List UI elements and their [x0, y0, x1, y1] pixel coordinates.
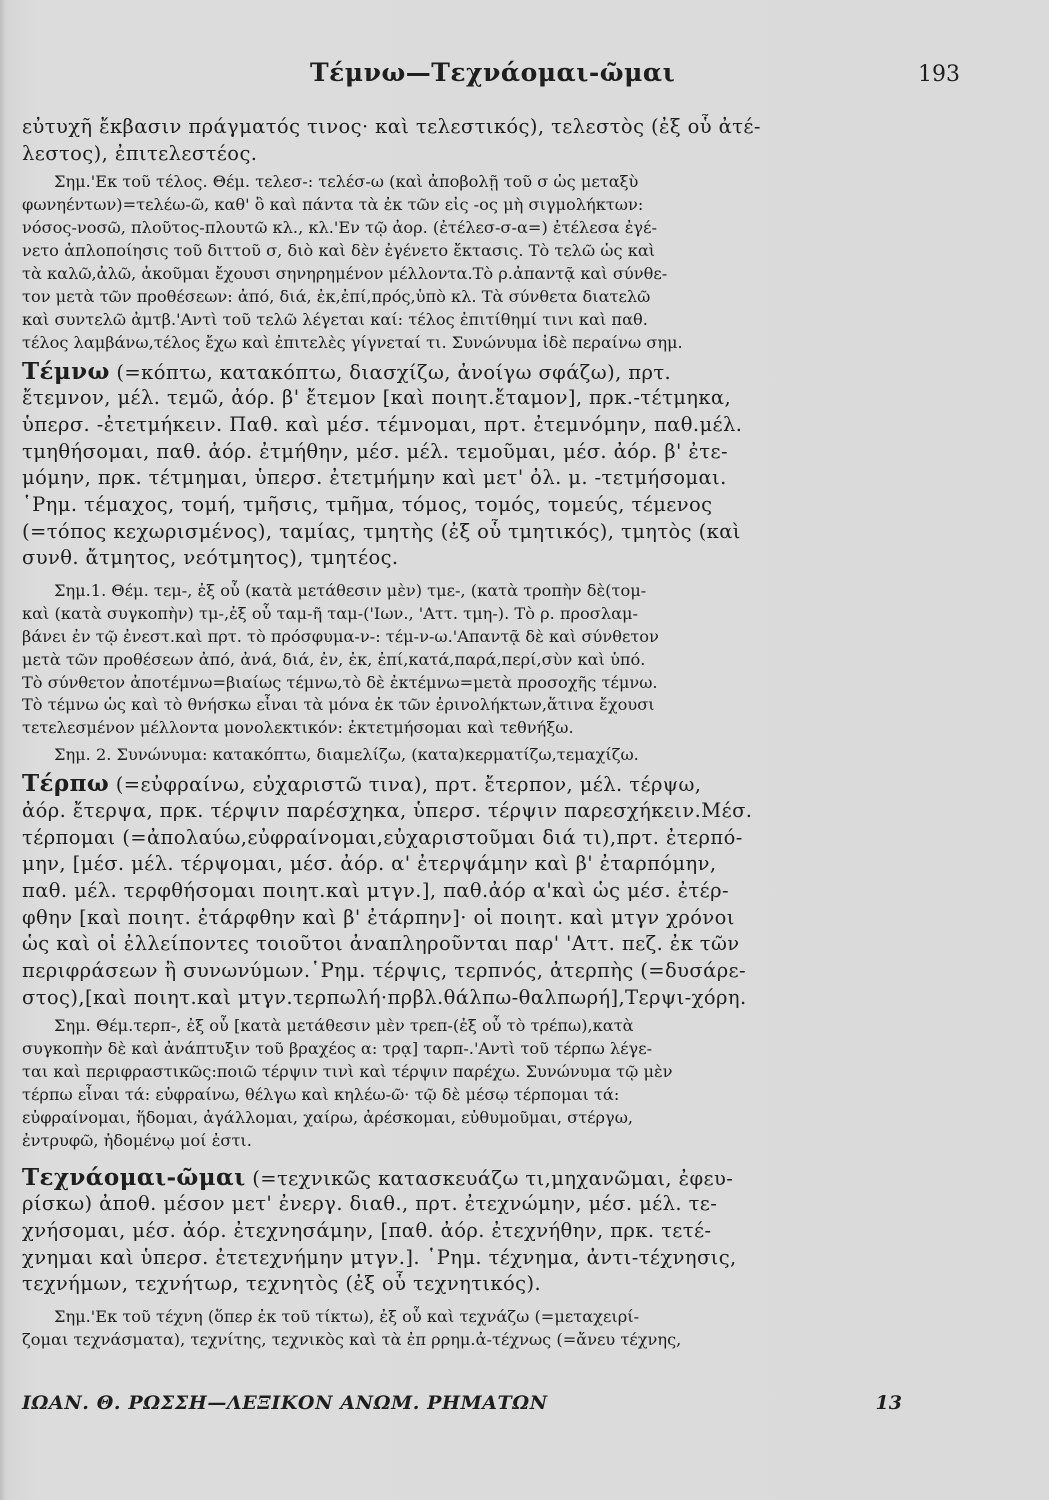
line-text: Σημ. Θέμ.τερπ-, ἐξ οὗ [κατὰ μετάθεσιν μὲν τρεπ-(ἐξ οὗ τὸ τρέπω),κατὰ	[54, 1016, 634, 1036]
text-line	[22, 114, 958, 141]
text-line	[22, 1218, 958, 1245]
line-text: φωνηέντων)=τελέω-ῶ, καθ' ὃ καὶ πάντα τὰ ἐκ τῶν εἰς -ος μὴ σιγμολήκτων:	[22, 195, 644, 215]
line-text: τεχνήμων, τεχνήτωρ, τεχνητὸς (ἐξ οὗ τεχνητικός).	[22, 1272, 542, 1296]
entry-line	[22, 771, 958, 798]
text-line	[22, 851, 958, 878]
line-text: χνήσομαι, μέσ. ἀόρ. ἐτεχνησάμην, [παθ. ἀόρ. ἐτεχνήθην, πρκ. τετέ-	[22, 1219, 712, 1243]
line-text: χνημαι καὶ ὑπερσ. ἐτετεχνήμην μτγν.]. ῾Ρημ. τέχνημα, ἀντι-τέχνησις,	[22, 1245, 737, 1269]
line-text: (=τόπος κεχωρισμένος), ταμίας, τμητὴς (ἐξ οὗ τμητικός), τμητὸς (καὶ	[22, 519, 741, 543]
text-line	[22, 309, 958, 332]
text-line	[22, 194, 958, 217]
line-text: τέρπω εἶναι τά: εὐφραίνω, θέλγω καὶ κηλέω-ῶ· τῷ δὲ μέσῳ τέρπομαι τά:	[22, 1084, 620, 1104]
text-line	[22, 217, 958, 240]
entry-line	[22, 359, 958, 386]
text-line	[22, 1306, 958, 1329]
page-header	[20, 58, 960, 98]
line-text: ἀόρ. ἔτερψα, πρκ. τέρψιν παρέσχηκα, ὑπερσ. τέρψιν παρεσχήκειν.Μέσ.	[22, 798, 753, 822]
line-text: καὶ (κατὰ συγκοπὴν) τμ-,ἐξ οὗ ταμ-ῆ ταμ-('Ιων., 'Αττ. τμη-). Τὸ ρ. προσλαμ-	[22, 603, 639, 623]
text-line	[22, 958, 958, 985]
text-line	[22, 412, 958, 439]
text-line	[22, 694, 958, 717]
line-text: τέλος λαμβάνω,τέλος ἔχω καὶ ἐπιτελὲς γίγνεταί τι. Συνώνυμα ἰδὲ περαίνω σημ.	[22, 332, 683, 352]
line-text: μόμην, πρκ. τέτμημαι, ὑπερσ. ἐτετμήμην καὶ μετ' ὀλ. μ. -τετμήσομαι.	[22, 466, 727, 490]
entry-headword: Τέμνω	[22, 358, 110, 385]
line-text: Σημ.1. Θέμ. τεμ-, ἐξ οὗ (κατὰ μετάθεσιν μὲν) τμε-, (κατὰ τροπὴν δὲ(τομ-	[54, 581, 647, 600]
line-text: ἔτεμνον, μέλ. τεμῶ, ἀόρ. β' ἔτεμον [καὶ ποιητ.ἔταμον], πρκ.-τέτμηκα,	[22, 386, 732, 410]
text-line	[22, 1271, 958, 1298]
text-line	[22, 519, 958, 546]
text-line	[22, 465, 958, 492]
text-line	[22, 985, 958, 1012]
text-line	[22, 171, 958, 194]
text-line	[22, 141, 958, 168]
text-line	[22, 649, 958, 672]
line-text: στος),[καὶ ποιητ.καὶ μτγν.τερπωλή·πρβλ.θάλπω-θαλπωρή],Τερψι-χόρη.	[22, 985, 747, 1009]
line-text: συγκοπὴν δὲ καὶ ἀνάπτυξιν τοῦ βραχέος α: τρᾳ] ταρπ-.'Αντὶ τοῦ τέρπω λέγε-	[22, 1039, 653, 1059]
dictionary-text	[22, 114, 958, 1352]
line-text: φθην [καὶ ποιητ. ἐτάρφθην καὶ β' ἐτάρπην]· οἱ ποιητ. καὶ μτγν χρόνοι	[22, 905, 735, 929]
line-text: περιφράσεων ἢ συνωνύμων.῾Ρημ. τέρψις, τερπνός, ἀτερπὴς (=δυσάρε-	[22, 958, 747, 982]
text-line	[22, 931, 958, 958]
page-number: 193	[918, 62, 960, 87]
entry-headword: Τέρπω	[22, 771, 110, 798]
line-text: βάνει ἐν τῷ ἐνεστ.καὶ πρτ. τὸ πρόσφυμα-ν-: τέμ-ν-ω.'Απαντᾷ δὲ καὶ σύνθετον	[22, 626, 659, 646]
text-line	[22, 1038, 958, 1061]
line-text: συνθ. ἄτμητος, νεότμητος), τμητέος.	[22, 546, 399, 570]
line-text: ζομαι τεχνάσματα), τεχνίτης, τεχνικὸς καὶ τὰ ἐπ ρρημ.ἀ-τέχνως (=ἄνευ τέχνης,	[22, 1329, 682, 1349]
line-text: Σημ.'Εκ τοῦ τέχνη (ὅπερ ἐκ τοῦ τίκτω), ἐξ οὗ καὶ τεχνάζω (=μεταχειρί-	[54, 1307, 640, 1327]
entry-line	[22, 1165, 958, 1192]
text-line	[22, 905, 958, 932]
text-line	[22, 798, 958, 825]
line-text: (=εὐφραίνω, εὐχαριστῶ τινα), πρτ. ἔτερπον, μέλ. τέρψω,	[109, 773, 702, 797]
text-line	[22, 1329, 958, 1352]
text-line	[22, 1130, 958, 1153]
line-text: μετὰ τῶν προθέσεων ἀπό, ἀνά, διά, ἐν, ἐκ, ἐπί,κατά,παρά,περί,σὺν καὶ ὑπό.	[22, 649, 646, 669]
line-text: νετο ἁπλοποίησις τοῦ διττοῦ σ, διὸ καὶ δὲν ἐγένετο ἔκτασις. Τὸ τελῶ ὡς καὶ	[22, 241, 656, 261]
text-line	[22, 286, 958, 309]
line-text: ῾Ρημ. τέμαχος, τομή, τμῆσις, τμῆμα, τόμος, τομός, τομεύς, τέμενος	[22, 492, 713, 516]
line-text: (=τεχνικῶς κατασκευάζω τι,μηχανῶμαι, ἐφευ-	[245, 1166, 734, 1190]
line-text: τὰ καλῶ,ἀλῶ, ἀκοῦμαι ἔχουσι σηνηρημένον μέλλοντα.Τὸ ρ.ἀπαντᾷ καὶ σύνθε-	[22, 263, 668, 283]
line-text: ἐντρυφῶ, ἡδομένῳ μοί ἐστι.	[22, 1130, 252, 1150]
text-line	[22, 545, 958, 572]
line-text: τον μετὰ τῶν προθέσεων: ἀπό, διά, ἐκ,ἐπί,πρός,ὑπὸ κλ. Τὰ σύνθετα διατελῶ	[22, 286, 651, 306]
line-text: τέρπομαι (=ἀπολαύω,εὐφραίνομαι,εὐχαριστοῦμαι διά τι),πρτ. ἐτερπό-	[22, 825, 743, 849]
text-line	[22, 385, 958, 412]
line-text: Τὸ τέμνω ὡς καὶ τὸ θνήσκω εἶναι τὰ μόνα ἐκ τῶν ἐρινολήκτων,ἅτινα ἔχουσι	[22, 695, 655, 715]
text-line	[22, 744, 958, 767]
text-line	[22, 580, 958, 603]
line-text: λεστος), ἐπιτελεστέος.	[22, 141, 258, 165]
line-text: Σημ.'Εκ τοῦ τέλος. Θέμ. τελεσ-: τελέσ-ω (καὶ ἀποβολῇ τοῦ σ ὡς μεταξὺ	[54, 172, 639, 192]
text-line	[22, 1015, 958, 1038]
text-line	[22, 1191, 958, 1218]
line-text: ται καὶ περιφραστικῶς:ποιῶ τέρψιν τινὶ καὶ τέρψιν παρέχω. Συνώνυμα τῷ μὲν	[22, 1062, 673, 1082]
line-text: παθ. μέλ. τερφθήσομαι ποιητ.καὶ μτγν.], παθ.ἀόρ α'καὶ ὡς μέσ. ἐτέρ-	[22, 878, 729, 902]
text-line	[22, 1061, 958, 1084]
text-line	[22, 492, 958, 519]
running-title: Τέμνω—Τεχνάομαι-ῶμαι	[310, 58, 676, 87]
line-text: τετελεσμένον μέλλοντα μονολεκτικόν: ἐκτετμήσομαι καὶ τεθνήξω.	[22, 718, 574, 738]
text-line	[22, 332, 958, 355]
line-text: ὑπερσ. -ἐτετμήκειν. Παθ. καὶ μέσ. τέμνομαι, πρτ. ἐτεμνόμην, παθ.μέλ.	[22, 412, 743, 436]
line-text: ὡς καὶ οἱ ἐλλείποντες τοιοῦτοι ἀναπληροῦνται παρ' 'Αττ. πεζ. ἐκ τῶν	[22, 932, 740, 956]
line-text: (=κόπτω, κατακόπτω, διασχίζω, ἀνοίγω σφάζω), πρτ.	[109, 360, 672, 384]
line-text: καὶ συντελῶ ἀμτβ.'Αντὶ τοῦ τελῶ λέγεται καί: τέλος ἐπιτίθημί τινι καὶ παθ.	[22, 309, 648, 329]
line-text: Τὸ σύνθετον ἀποτέμνω=βιαίως τέμνω,τὸ δὲ ἐκτέμνω=μετὰ προσοχῆς τέμνω.	[22, 672, 658, 692]
line-text: τμηθήσομαι, παθ. ἀόρ. ἐτμήθην, μέσ. μέλ. τεμοῦμαι, μέσ. ἀόρ. β' ἐτε-	[22, 439, 728, 463]
text-line	[22, 717, 958, 740]
entry-headword: Τεχνάομαι-ῶμαι	[22, 1164, 246, 1191]
text-line	[22, 825, 958, 852]
text-line	[22, 1245, 958, 1272]
line-text: ρίσκω) ἀποθ. μέσον μετ' ἐνεργ. διαθ., πρτ. ἐτεχνώμην, μέσ. μέλ. τε-	[22, 1192, 718, 1216]
text-line	[22, 878, 958, 905]
line-text: μην, [μέσ. μέλ. τέρψομαι, μέσ. ἀόρ. α' ἐτερψάμην καὶ β' ἐταρπόμην,	[22, 852, 717, 876]
text-line	[22, 240, 958, 263]
line-text: Σημ. 2. Συνώνυμα: κατακόπτω, διαμελίζω, (κατα)κερματίζω,τεμαχίζω.	[54, 745, 639, 765]
text-line	[22, 1084, 958, 1107]
text-line	[22, 626, 958, 649]
text-line	[22, 603, 958, 626]
text-line	[22, 672, 958, 695]
line-text: εὐφραίνομαι, ἥδομαι, ἀγάλλομαι, χαίρω, ἀρέσκομαι, εὐθυμοῦμαι, στέργω,	[22, 1107, 634, 1127]
sheet-number: 13	[875, 1392, 902, 1414]
line-text: νόσος-νοσῶ, πλοῦτος-πλουτῶ κλ., κλ.'Εν τῷ ἀορ. (ἐτέλεσ-σ-α=) ἐτέλεσα ἐγέ-	[22, 218, 657, 238]
text-line	[22, 439, 958, 466]
line-text: εὐτυχῆ ἔκβασιν πράγματός τινος· καὶ τελεστικός), τελεστὸς (ἐξ οὗ ἀτέ-	[22, 115, 761, 138]
printer-signature: ΙΩΑΝ. Θ. ΡΩΣΣΗ—ΛΕΞΙΚΟΝ ΑΝΩΜ. ΡΗΜΑΤΩΝ	[22, 1392, 548, 1414]
text-line	[22, 1107, 958, 1130]
text-line	[22, 263, 958, 286]
